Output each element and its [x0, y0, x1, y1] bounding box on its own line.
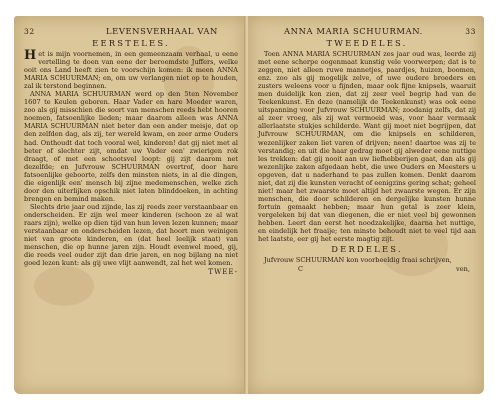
left-header: [24, 26, 238, 37]
right-next-section-title: DERDELES.: [331, 244, 403, 255]
right-running-head: ANNA MARIA SCHUURMAN.: [284, 26, 423, 36]
right-catchword: ven,: [456, 265, 470, 274]
right-page-number: 33: [465, 27, 476, 36]
left-paragraph-1: Het is mijn voornemen, in een gemeenzaam verhaal, u eene vertelling te doen van eene der beroemdste Juffers, welke ooit ons Land heeft zien te voorschijn komen: ik meen ANNA MARIA SCHUURMAN; en, om uw verlangen niet op te houden, zal ik terstond beginnen.: [24, 48, 238, 91]
left-paragraph-2: ANNA MARIA SCHUURMAN werd op den 5ten November 1607 te Keulen geboren. Haar Vader en hare Moeder waren, zoo als gij misschien die soort van menschen reeds hebt hooren noemen, fatsoenlijke lieden; maar daarom alleen was ANNA MARIA SCHUURMAN niet beter dan een ander meisje, dat op den zelfden dag, als zij, ter wereld kwam, en zeer arme Ouders had. Onthoudt dat toch vooral wel, kinderen! dat gij niet met al beter of slechter zijt, omdat uw Vader een' zwierigen rok draagt, of met een schootsvel loopt: gij zijt daarom net dezelfde; en Jufvrouw SCHUURMAN overtrof, door hare fatsoenlijke geboorte, zelfs den minsten niets, in al die dingen, die eigenlijk een' mensch bij zijne medemenschen, welke zich door den uiterlijken opschik niet laten blinddoeken, in achting brengen en bemind maken.: [24, 90, 238, 203]
right-last-line: Jufvrouw SCHUURMAN kon voorbeeldig fraai schrijven,: [264, 256, 452, 265]
left-page: [14, 16, 246, 394]
right-header: [258, 26, 476, 37]
right-last-line-block: [258, 256, 476, 264]
right-section-title: TWEEDELES.: [326, 38, 408, 48]
left-page-number: 32: [24, 27, 35, 36]
left-paragraph-3: Slechts drie jaar oud zijnde, las zij reeds zeer verstaanbaar en onderscheiden. Er zijn wel meer kinderen (schoon ze al wat raars zijn), welke op dien tijd van hun leven lezen kunnen; maar verstaanbaar en onderscheiden lezen, dat hoort men weinigen niet van groote kinderen, en (dat heel leelijk staat) van menschen, die op hunne jaren zijn. Houdt evenwel moed, gij, die reeds veel ouder zijt dan drie jaren, en nog bijlang na niet goed lezen kunt: als gij uwe vlijt aanwendt, zal het wel komen.: [24, 202, 238, 268]
right-page: [248, 16, 484, 394]
right-body-text: [258, 50, 476, 243]
left-section-title: EERSTELES.: [92, 38, 170, 48]
left-catchword: TWEE-: [208, 268, 238, 277]
signature-mark: C: [298, 265, 304, 274]
drop-cap: H: [24, 48, 37, 63]
left-body-text: [24, 50, 238, 267]
left-running-head: LEVENSVERHAAL VAN: [105, 26, 218, 36]
right-footer: [258, 265, 476, 274]
right-paragraph-1: Toen ANNA MARIA SCHUURMAN zes jaar oud was, leerde zij met eene scherpe oogenmaat kunstig vele voorwerpen; dat is te zeggen, niet alleen ruwe mannetjes, paardjes, huizen, boomen, enz. zoo als gij mogelijk zelve, of uwe oudere broeders en zusters weleens voor u fijnden, maar ook fijne knipsels, waaruit men duidelijk kon zien, dat zij zeer veel begrip had van de Teekenkunst. En deze (namelijk de Teekenkunst) was ook eene uitspanning voor Jufvrouw SCHUURMAN; zoodanig zelfs, dat zij al zeer vroeg, als zij wat vermoeid was, voor haar vermaak allerlaatste stukjes schilderde. Want gij moet niet begrijpen, dat Jufvrouw SCHUURMAN, om die knipsels en schilderen, wezenlijker zaken liet varen of drijven; neen! daartoe was zij te verstandig; en uit die haar gedrag moet gij alweder eene nuttige les trekken: dat gij nooit aan uw liefhebberijen gaat, dan als gij wezenlijke zaken afgedaan hebt, die uwe Ouders en Meesters u opgeven, dat u naderhand te pas zullen komen. Denkt daarom niet, dat zij die kunsten veracht of eenigzins gering schat; geheel niet! maar het zwaarste moet altijd het zwaarste wegen. Er zijn menschen, die door schilderen en dergelijke kunsten hunne fortuin gemaakt hebben; maar hun getal is zeer klein, vergeleken bij dat van diegenen, die er niet veel bij gewonnen hebben. Leert dan eerst het noodzakelijke, daarna het nuttige, en eindelijk het fraaije; ten minste behoudt niet te veel tijd aan het laatste, eer gij het eerste magtig zijt.: [258, 50, 476, 244]
